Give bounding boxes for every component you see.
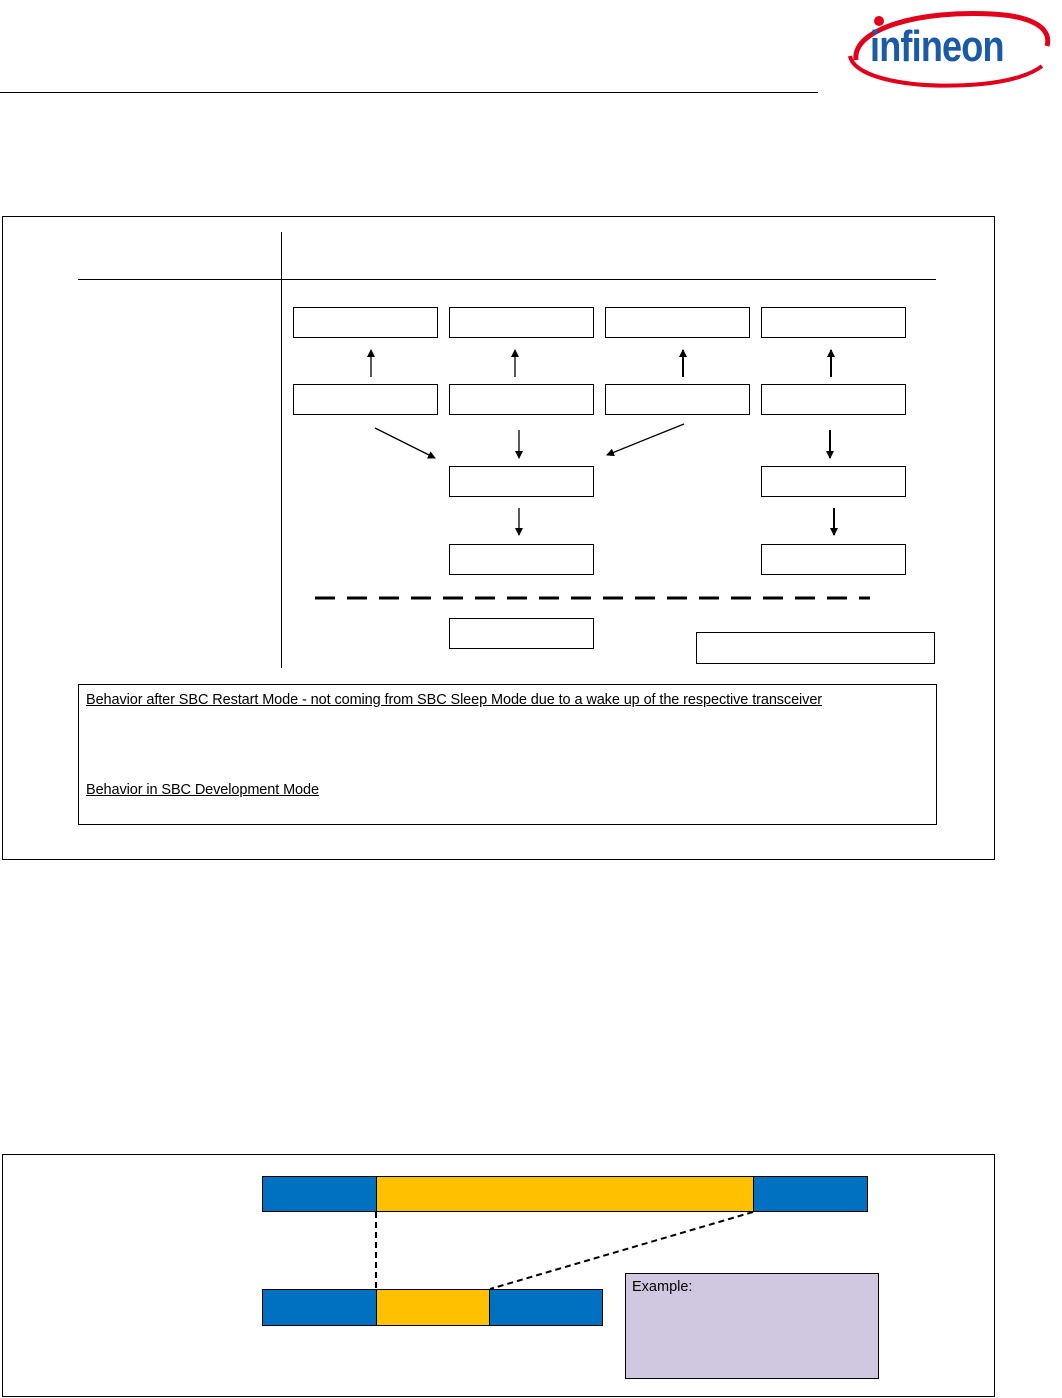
- note-development-behavior: Behavior in SBC Development Mode: [86, 782, 319, 798]
- example-box: [625, 1273, 879, 1379]
- example-label: Example:: [632, 1279, 693, 1295]
- infineon-logo-text: infineon: [870, 22, 1004, 71]
- note-restart-behavior: Behavior after SBC Restart Mode - not coming from SBC Sleep Mode due to a wake up of the respective transceiver: [86, 692, 823, 708]
